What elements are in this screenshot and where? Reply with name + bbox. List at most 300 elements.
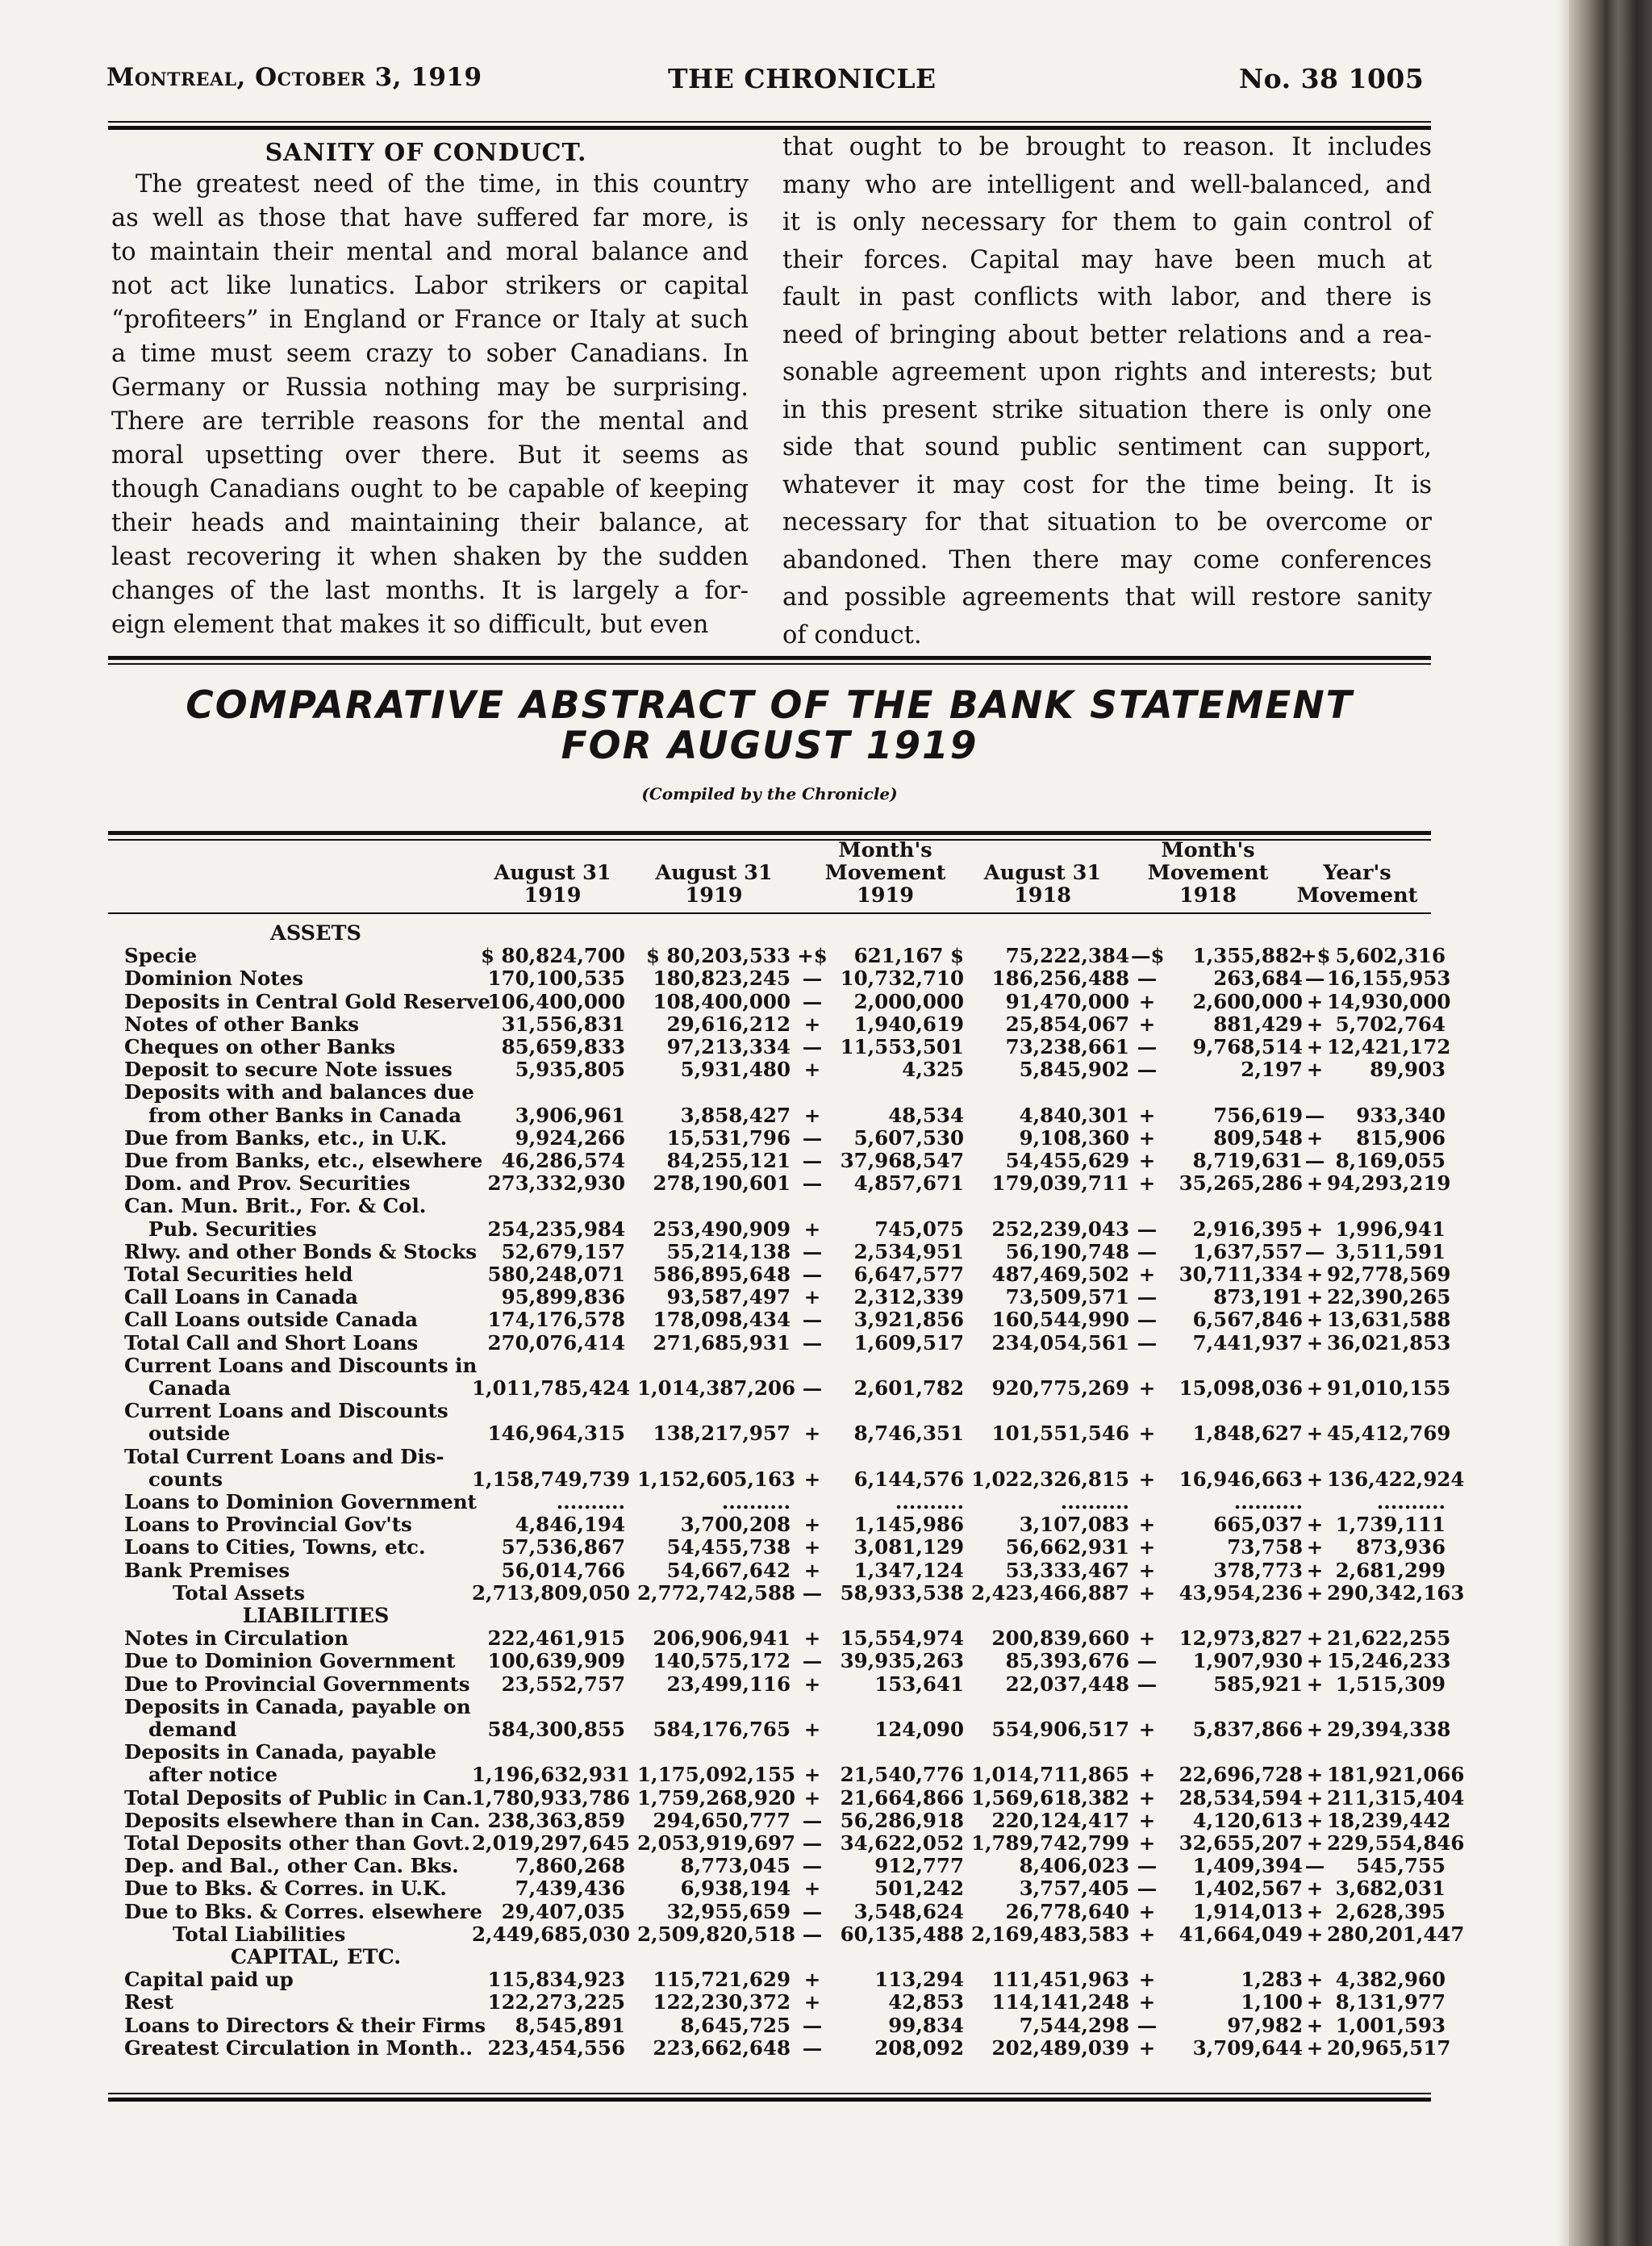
value-month-movement-1918: 873,191: [1213, 1285, 1303, 1309]
article-line: side that sound public sentiment can support,: [782, 433, 1432, 461]
table-row: [0, 1696, 1452, 1718]
value-month-movement-1918: 12,973,827: [1179, 1626, 1303, 1651]
column-header-line: Year's: [1323, 861, 1391, 885]
value-month-movement-1919: 10,732,710: [840, 966, 964, 991]
sign-month-1918: +: [1138, 2035, 1156, 2060]
sign-month-1918: —: [1137, 1217, 1158, 1241]
article-line: a time must seem crazy to sober Canadians. In: [111, 340, 749, 368]
sign-month-1919: +: [803, 1785, 821, 1810]
running-header-issue-page: No. 38 1005: [1239, 63, 1425, 94]
table-row: [0, 1377, 1452, 1400]
table-row: [0, 1513, 1452, 1536]
sign-month-1919: +: [803, 1535, 821, 1559]
value-month-movement-1918: 1,914,013: [1192, 1899, 1303, 1923]
article-line: in this present strike situation there is only one: [782, 395, 1432, 424]
value-month-movement-1918: 1,907,930: [1192, 1649, 1303, 1673]
sign-month-1918: +: [1138, 1785, 1156, 1810]
article-end-rule: [108, 656, 1431, 660]
value-aug-1919: 100,639,909: [487, 1649, 625, 1673]
value-year-movement: 8,169,055: [1335, 1149, 1446, 1172]
column-header-rule: [108, 912, 1431, 914]
value-month-movement-1918: 1,637,557: [1192, 1239, 1303, 1263]
table-row: [0, 1673, 1452, 1696]
table-row: [0, 1422, 1452, 1445]
value-month-movement-1918: 9,768,514: [1192, 1035, 1303, 1058]
value-aug-1918: 8,406,023: [1019, 1854, 1129, 1878]
value-aug-1918: 252,239,043: [991, 1217, 1129, 1241]
table-row: [0, 1763, 1465, 1787]
value-jul-1919: 278,190,601: [653, 1171, 791, 1196]
column-header: [1291, 862, 1424, 907]
article-line: “profiteers” in England or France or Italy at such: [111, 306, 749, 334]
value-aug-1919: 170,100,535: [487, 966, 625, 991]
row-label: Rest: [124, 1990, 174, 2014]
value-month-movement-1919: 6,144,576: [853, 1467, 964, 1491]
sign-year: +: [1306, 1899, 1324, 1923]
value-jul-1919: 5,931,480: [680, 1058, 791, 1082]
column-header-line: August 31: [494, 861, 611, 885]
sign-year: +: [1306, 1877, 1324, 1901]
value-month-movement-1919: 1,347,124: [853, 1558, 964, 1582]
sign-month-1918: +: [1138, 1125, 1156, 1150]
value-aug-1919: 57,536,867: [501, 1535, 625, 1559]
value-month-movement-1918: 1,100: [1241, 1990, 1303, 2014]
value-jul-1919: 8,645,725: [680, 2013, 791, 2037]
column-header-line: 1919: [857, 883, 914, 908]
value-month-movement-1918: 4,120,613: [1192, 1808, 1303, 1832]
article-line: whatever it may cost for the time being. It is: [782, 470, 1432, 499]
sign-month-1919: +: [803, 1513, 821, 1537]
value-month-movement-1919: 1,940,619: [853, 1012, 964, 1036]
value-aug-1919: 115,834,923: [487, 1968, 625, 1992]
row-label: Total Call and Short Loans: [124, 1330, 419, 1355]
sign-month-1918: +: [1138, 1467, 1156, 1491]
value-month-movement-1918: 378,773: [1213, 1558, 1303, 1582]
table-bottom-rule: [108, 2098, 1431, 2102]
table-row: [0, 1741, 1452, 1764]
value-month-movement-1918: 1,409,394: [1192, 1854, 1303, 1878]
value-month-movement-1919: 48,534: [888, 1103, 964, 1127]
value-jul-1919: 54,667,642: [666, 1558, 791, 1582]
sign-year: +: [1306, 1831, 1324, 1855]
sign-year: +: [1306, 2035, 1324, 2060]
table-row: [0, 1467, 1465, 1491]
article-column-left: [111, 168, 749, 642]
value-year-movement: 3,682,031: [1335, 1877, 1446, 1901]
value-aug-1919: 8,545,891: [515, 2013, 625, 2037]
sign-year: +: [1306, 1330, 1324, 1355]
sign-year: +: [1306, 1535, 1324, 1559]
value-month-movement-1919: 912,777: [874, 1854, 964, 1878]
value-year-movement: 91,010,155: [1327, 1376, 1451, 1400]
value-year-movement: 1,515,309: [1335, 1672, 1446, 1696]
sign-year: +: [1306, 1012, 1324, 1036]
sign-year: +: [1306, 1990, 1324, 2014]
row-label: Call Loans outside Canada: [124, 1308, 418, 1332]
value-aug-1918: 4,840,301: [1019, 1103, 1129, 1127]
value-year-movement: 1,739,111: [1335, 1513, 1446, 1537]
row-label: Canada: [148, 1376, 232, 1400]
value-year-movement: 12,421,172: [1327, 1035, 1451, 1058]
sign-month-1918: +: [1138, 1922, 1156, 1946]
value-jul-1919: 23,499,116: [666, 1672, 791, 1696]
value-aug-1918: 920,775,269: [991, 1376, 1129, 1400]
value-month-movement-1918: 2,916,395: [1192, 1217, 1303, 1241]
row-label: demand: [148, 1718, 237, 1741]
table-row: [0, 2037, 1452, 2060]
value-aug-1919: 222,461,915: [487, 1626, 625, 1651]
sign-month-1919: +: [803, 1285, 821, 1309]
value-jul-1919: 138,217,957: [653, 1421, 791, 1446]
value-aug-1918: 91,470,000: [1005, 989, 1129, 1013]
sign-year: +: [1306, 989, 1324, 1013]
table-row: [0, 1013, 1452, 1036]
sign-month-1918: +: [1138, 1718, 1156, 1741]
sign-month-1919: +: [803, 1558, 821, 1582]
section-heading-capital: CAPITAL, ETC.: [230, 1945, 402, 1969]
sign-month-1919: +: [803, 1968, 821, 1992]
value-aug-1918: 5,845,902: [1019, 1058, 1129, 1082]
sign-year: —: [1304, 1103, 1325, 1127]
table-subtitle: (Compiled by the Chronicle): [641, 784, 898, 804]
article-line: not act like lunatics. Labor strikers or capital: [111, 272, 749, 300]
column-header-line: 1918: [1179, 883, 1237, 908]
column-header: [641, 862, 786, 907]
column-header-line: Month's: [1161, 838, 1255, 862]
sign-month-1918: +: [1138, 1808, 1156, 1832]
value-jul-1919: 586,895,648: [653, 1263, 791, 1286]
row-label: Deposits with and balances due: [124, 1080, 474, 1104]
table-row: [0, 1922, 1465, 1946]
value-jul-1919: 84,255,121: [666, 1149, 791, 1172]
value-month-movement-1918: 35,265,286: [1179, 1171, 1303, 1196]
value-year-movement: 136,422,924: [1327, 1467, 1465, 1491]
table-row: [0, 1785, 1465, 1810]
value-jul-1919: 32,955,659: [666, 1899, 791, 1923]
sign-month-1919: +: [803, 1763, 821, 1787]
value-year-movement: 873,936: [1356, 1535, 1446, 1559]
table-row: [0, 1286, 1452, 1309]
value-month-movement-1918: 1,402,567: [1192, 1877, 1303, 1901]
value-month-movement-1918: 32,655,207: [1179, 1831, 1303, 1855]
table-row: [0, 1355, 1452, 1377]
sign-month-1919: —: [802, 1239, 823, 1263]
sign-month-1919: —: [802, 1580, 823, 1605]
value-aug-1918: 1,014,711,865: [970, 1763, 1129, 1787]
value-month-movement-1919: 21,664,866: [840, 1785, 964, 1810]
value-jul-1919: 2,509,820,518: [637, 1922, 796, 1946]
row-label: Due to Dominion Government: [124, 1649, 456, 1673]
value-year-movement: 20,965,517: [1327, 2035, 1451, 2060]
article-line: abandoned. Then there may come conferences: [782, 545, 1432, 574]
table-row: [0, 1309, 1452, 1331]
value-year-movement: 92,778,569: [1327, 1263, 1451, 1286]
sign-year: +: [1306, 1649, 1324, 1673]
sign-month-1919: —: [802, 1308, 823, 1332]
sign-month-1919: —: [802, 1649, 823, 1673]
value-jul-1919: 1,175,092,155: [637, 1763, 796, 1787]
value-aug-1918: 179,039,711: [991, 1171, 1129, 1196]
value-jul-1919: 6,938,194: [680, 1877, 791, 1901]
sign-month-1918: —: [1137, 1854, 1158, 1878]
value-year-movement: 21,622,255: [1327, 1626, 1451, 1651]
row-label: from other Banks in Canada: [148, 1103, 462, 1127]
value-month-movement-1919: 56,286,918: [840, 1808, 964, 1832]
value-aug-1919: 52,679,157: [501, 1239, 625, 1263]
value-month-movement-1918: 881,429: [1213, 1012, 1303, 1036]
row-label: counts: [148, 1467, 223, 1491]
column-header: [480, 862, 625, 907]
sign-year: —: [1304, 1854, 1325, 1878]
row-label: Due from Banks, etc., elsewhere: [124, 1149, 483, 1172]
value-aug-1919: 4,846,194: [515, 1513, 625, 1537]
sign-month-1919: +: [803, 1990, 821, 2014]
value-month-movement-1919: 2,000,000: [853, 989, 964, 1013]
row-label: Total Current Loans and Dis-: [124, 1444, 444, 1468]
sign-month-1918: —: [1137, 1877, 1158, 1901]
value-month-movement-1919: 501,242: [874, 1877, 964, 1901]
sign-month-1918: +: [1138, 1968, 1156, 1992]
value-aug-1919: 174,176,578: [487, 1308, 625, 1332]
section-heading-liabilities: LIABILITIES: [242, 1604, 390, 1628]
sign-year: +: [1306, 1808, 1324, 1832]
value-month-movement-1919: 3,921,856: [853, 1308, 964, 1332]
value-month-movement-1919: 99,834: [888, 2013, 964, 2037]
article-line: fault in past conflicts with labor, and there is: [782, 283, 1432, 311]
sign-month-1919: +: [803, 1718, 821, 1741]
row-label: Pub. Securities: [148, 1217, 317, 1241]
row-label: Due to Bks. & Corres. in U.K.: [124, 1877, 447, 1901]
value-jul-1919: ..........: [721, 1490, 791, 1513]
sign-month-1919: +: [803, 1217, 821, 1241]
value-month-movement-1918: 22,696,728: [1179, 1763, 1303, 1787]
value-month-movement-1919: ..........: [895, 1490, 964, 1513]
value-aug-1919: 122,273,225: [487, 1990, 625, 2014]
value-jul-1919: 584,176,765: [653, 1718, 791, 1741]
row-label: Cheques on other Banks: [124, 1035, 396, 1058]
table-title-line-2: FOR AUGUST 1919: [561, 724, 978, 768]
table-row: [0, 1559, 1452, 1582]
value-aug-1918: 25,854,067: [1005, 1012, 1129, 1036]
column-header: [972, 862, 1113, 907]
article-line: that ought to be brought to reason. It includes: [782, 133, 1432, 161]
table-title-line-1: COMPARATIVE ABSTRACT OF THE BANK STATEMENT: [186, 683, 1354, 728]
value-year-movement: 29,394,338: [1327, 1718, 1451, 1741]
table-row: [0, 1241, 1452, 1263]
column-header-line: Movement: [824, 861, 946, 885]
article-line: of conduct.: [782, 620, 922, 649]
value-jul-1919: 1,759,268,920: [637, 1785, 796, 1810]
value-aug-1918: 101,551,546: [991, 1421, 1129, 1446]
sign-month-1919: —: [802, 966, 823, 991]
value-aug-1919: 23,552,757: [501, 1672, 625, 1696]
table-row: [0, 1627, 1452, 1650]
value-year-movement: 4,382,960: [1335, 1968, 1446, 1992]
value-month-movement-1919: 37,968,547: [840, 1149, 964, 1172]
value-aug-1918: 2,169,483,583: [970, 1922, 1129, 1946]
row-label: Specie: [124, 944, 198, 968]
value-aug-1918: 73,238,661: [1005, 1035, 1129, 1058]
row-label: after notice: [148, 1763, 278, 1787]
value-aug-1919: 584,300,855: [487, 1718, 625, 1741]
value-month-movement-1919: 8,746,351: [853, 1421, 964, 1446]
value-aug-1919: 1,011,785,424: [472, 1376, 631, 1400]
value-month-movement-1919: 113,294: [874, 1968, 964, 1992]
sign-year: +: [1306, 1035, 1324, 1058]
value-jul-1919: 115,721,629: [653, 1968, 791, 1992]
sign-year: +: [1306, 1125, 1324, 1150]
sign-month-1919: —: [802, 1854, 823, 1878]
sign-month-1918: +: [1138, 1535, 1156, 1559]
value-year-movement: 5,702,764: [1335, 1012, 1446, 1036]
article-line: to maintain their mental and moral balance and: [111, 238, 749, 266]
table-row: [0, 1036, 1452, 1058]
row-label: Due to Bks. & Corres. elsewhere: [124, 1899, 482, 1923]
value-month-movement-1919: 39,935,263: [840, 1649, 964, 1673]
value-aug-1919: 7,439,436: [515, 1877, 625, 1901]
value-month-movement-1919: 1,145,986: [853, 1513, 964, 1537]
row-label: Deposits in Canada, payable: [124, 1740, 436, 1764]
row-label: Notes of other Banks: [124, 1012, 360, 1036]
row-label: Dominion Notes: [124, 966, 304, 991]
value-month-movement-1919: 15,554,974: [840, 1626, 964, 1651]
value-aug-1918: ..........: [1060, 1490, 1129, 1513]
sign-year: +: [1306, 1421, 1324, 1446]
value-year-movement: 280,201,447: [1327, 1922, 1465, 1946]
sign-month-1919: +: [803, 1421, 821, 1446]
sign-month-1919: —: [802, 1899, 823, 1923]
row-label: Call Loans in Canada: [124, 1285, 358, 1309]
value-month-movement-1919: 153,641: [874, 1672, 964, 1696]
row-label: Capital paid up: [124, 1968, 294, 1992]
value-jul-1919: 223,662,648: [653, 2035, 791, 2060]
value-month-movement-1918: 2,600,000: [1192, 989, 1303, 1013]
sign-month-1918: +: [1138, 1513, 1156, 1537]
sign-month-1918: +: [1138, 1012, 1156, 1036]
table-row: [0, 1580, 1465, 1605]
value-month-movement-1918: 43,954,236: [1179, 1580, 1303, 1605]
table-row: [0, 1195, 1452, 1217]
value-aug-1919: 273,332,930: [487, 1171, 625, 1196]
sign-month-1918: —: [1137, 1035, 1158, 1058]
value-aug-1919: 29,407,035: [501, 1899, 625, 1923]
article-line: least recovering it when shaken by the sudden: [111, 543, 749, 571]
value-month-movement-1919: 4,857,671: [853, 1171, 964, 1196]
value-year-movement: 290,342,163: [1327, 1580, 1465, 1605]
value-year-movement: 16,155,953: [1327, 966, 1451, 991]
value-month-movement-1919: 60,135,488: [840, 1922, 964, 1946]
sign-month-1919: —: [802, 1035, 823, 1058]
column-header-line: Movement: [1147, 861, 1269, 885]
row-label: Loans to Directors & their Firms: [124, 2013, 486, 2037]
value-year-movement: 18,239,442: [1327, 1808, 1451, 1832]
sign-month-1918: +: [1138, 1263, 1156, 1286]
value-aug-1919: 9,924,266: [515, 1125, 625, 1150]
value-jul-1919: 8,773,045: [680, 1854, 791, 1878]
value-jul-1919: 3,858,427: [680, 1103, 791, 1127]
table-row: [0, 967, 1452, 990]
sign-month-1918: +: [1138, 1899, 1156, 1923]
sign-month-1918: —: [1137, 2013, 1158, 2037]
value-year-movement: 94,293,219: [1327, 1171, 1451, 1196]
table-row: [0, 1901, 1452, 1923]
row-label: Total Securities held: [124, 1263, 353, 1286]
value-month-movement-1919: 34,622,052: [840, 1831, 964, 1855]
article-line: need of bringing about better relations and a rea-: [782, 320, 1432, 349]
row-label: Can. Mun. Brit., For. & Col.: [124, 1194, 427, 1218]
article-title: SANITY OF CONDUCT.: [265, 139, 587, 167]
sign-month-1918: —$: [1131, 944, 1165, 968]
value-year-movement: 14,930,000: [1327, 989, 1451, 1013]
sign-year: —: [1304, 1239, 1325, 1263]
row-label: Deposits in Central Gold Reserve: [124, 989, 490, 1013]
value-month-movement-1918: 1,283: [1241, 1968, 1303, 1992]
sign-month-1919: +: [803, 1058, 821, 1082]
column-header-line: August 31: [983, 861, 1102, 885]
value-year-movement: 8,131,977: [1335, 1990, 1446, 2014]
value-month-movement-1918: 41,664,049: [1179, 1922, 1303, 1946]
article-line: as well as those that have suffered far more, is: [111, 204, 749, 232]
article-line: their forces. Capital may have been much at: [782, 245, 1432, 274]
value-aug-1918: 7,544,298: [1019, 2013, 1129, 2037]
value-month-movement-1918: 16,946,663: [1179, 1467, 1303, 1491]
value-aug-1919: 2,713,809,050: [472, 1580, 631, 1605]
value-aug-1918: 160,544,990: [991, 1308, 1129, 1332]
sign-year: +: [1306, 1763, 1324, 1787]
sign-year: +: [1306, 1718, 1324, 1741]
sign-month-1919: —: [802, 1376, 823, 1400]
value-jul-1919: 2,053,919,697: [637, 1831, 796, 1855]
value-month-movement-1919: 5,607,530: [853, 1125, 964, 1150]
value-month-movement-1918: 3,709,644: [1192, 2035, 1303, 2060]
value-month-movement-1918: 28,534,594: [1179, 1785, 1303, 1810]
row-label: Dep. and Bal., other Can. Bks.: [124, 1854, 459, 1878]
value-month-movement-1919: 208,092: [874, 2035, 964, 2060]
table-row: [0, 1536, 1452, 1559]
sign-month-1919: —: [802, 1330, 823, 1355]
column-header: [1137, 839, 1279, 907]
row-label: Bank Premises: [124, 1558, 290, 1582]
value-jul-1919: 180,823,245: [653, 966, 791, 991]
value-aug-1919: 46,286,574: [501, 1149, 625, 1172]
value-month-movement-1919: 124,090: [874, 1718, 964, 1741]
value-year-movement: 211,315,404: [1327, 1785, 1465, 1810]
sign-month-1918: +: [1138, 1149, 1156, 1172]
article-line: Germany or Russia nothing may be surprising.: [111, 374, 749, 402]
sign-year: —: [1304, 966, 1325, 991]
sign-month-1918: +: [1138, 1376, 1156, 1400]
table-row: [0, 1877, 1452, 1900]
article-end-rule-thin: [108, 663, 1431, 665]
sign-month-1919: —: [802, 1149, 823, 1172]
sign-month-1918: —: [1137, 1308, 1158, 1332]
column-header-line: August 31: [655, 861, 773, 885]
value-aug-1919: 106,400,000: [487, 989, 625, 1013]
value-month-movement-1918: 15,098,036: [1179, 1376, 1303, 1400]
value-jul-1919: 55,214,138: [666, 1239, 791, 1263]
value-month-movement-1919: 11,553,501: [840, 1035, 964, 1058]
sign-month-1918: +: [1138, 1103, 1156, 1127]
value-jul-1919: 29,616,212: [666, 1012, 791, 1036]
value-aug-1918: 73,509,571: [1005, 1285, 1129, 1309]
table-row: [0, 1491, 1452, 1513]
value-aug-1918: 26,778,640: [1005, 1899, 1129, 1923]
value-aug-1919: 1,158,749,739: [472, 1467, 631, 1491]
value-year-movement: 181,921,066: [1327, 1763, 1465, 1787]
header-rule-thin: [108, 121, 1431, 123]
value-year-movement: 13,631,588: [1327, 1308, 1451, 1332]
value-jul-1919: 178,098,434: [653, 1308, 791, 1332]
